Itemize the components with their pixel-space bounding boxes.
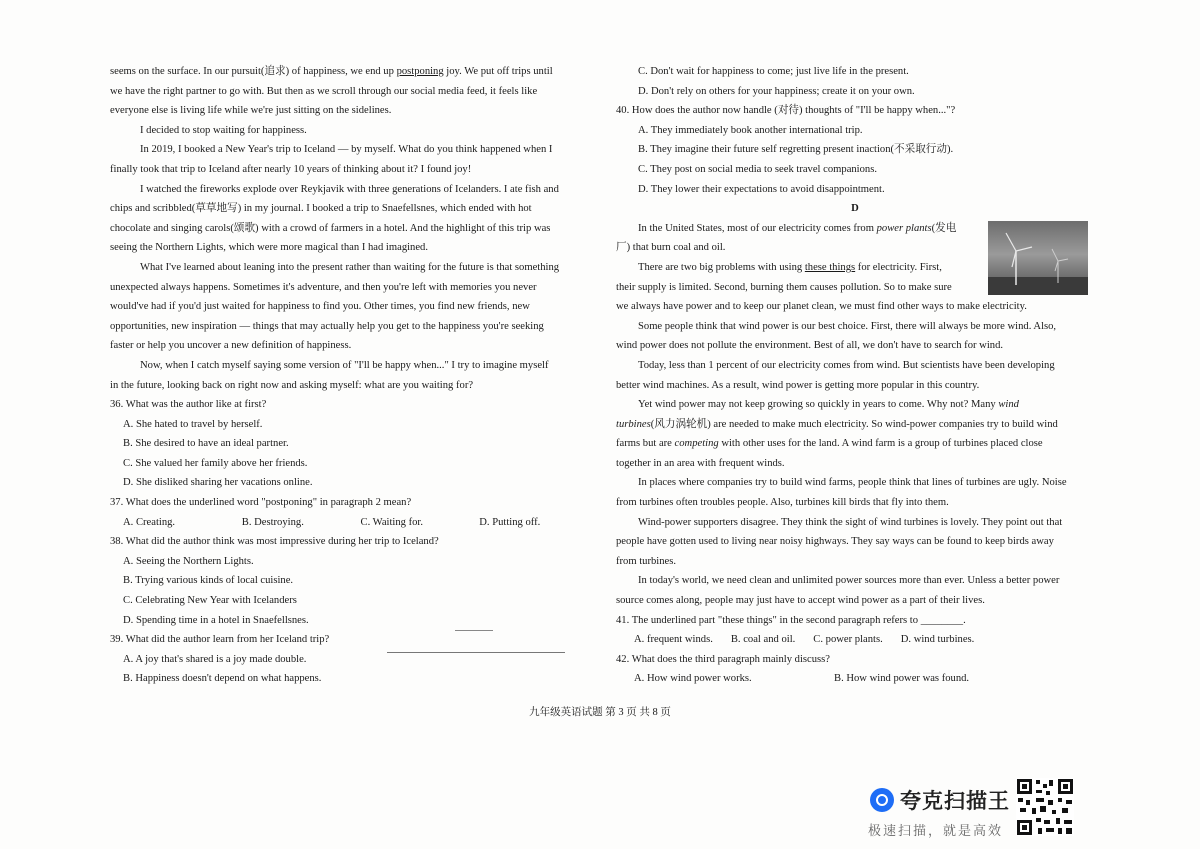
text-line: better wind machines. As a result, wind power is getting more popular in this country. xyxy=(616,379,980,391)
text-line: wind power does not pollute the environment. Best of all, we don't have to search for wind. xyxy=(616,340,1004,352)
text-line xyxy=(616,258,988,278)
text-line: Today, less than 1 percent of our electricity comes from wind. But scientists have been developing xyxy=(638,359,1055,371)
answer-option: C. power plants. xyxy=(813,634,883,646)
text-line: everyone else is living life while we're just sitting on the sidelines. xyxy=(110,105,392,117)
text-line: chocolate and singing carols(颂歌) with a crowd of farmers in a hotel. And the highlight of this trip was xyxy=(110,222,551,234)
wind-turbine-photo xyxy=(988,221,1088,295)
question-stem: 41. The underlined part "these things" in the second paragraph refers to ________. xyxy=(616,614,966,626)
scanner-brand xyxy=(870,785,1010,815)
answer-option: B. Happiness doesn't depend on what happens. xyxy=(123,673,322,685)
answer-option: C. They post on social media to seek travel companions. xyxy=(638,163,877,175)
brand-name: 夸克扫描王 xyxy=(900,789,1010,813)
answer-option: B. Trying various kinds of local cuisine. xyxy=(123,575,294,587)
text-span: farms but are xyxy=(616,438,675,450)
answer-option: C. Waiting for. xyxy=(360,516,424,528)
text-line: I decided to stop waiting for happiness. xyxy=(140,124,307,136)
right-column xyxy=(616,62,1094,689)
text-line: would've had if you'd just waited for happiness to find you. Other times, you find new friends, new xyxy=(110,301,530,313)
answer-option: D. They lower their expectations to avoid disappointment. xyxy=(638,183,885,195)
text-line: their supply is limited. Second, burning them causes pollution. So to make sure xyxy=(616,281,952,293)
text-span: (风力涡轮机) are needed to make much electricity. So wind-power companies try to build wind xyxy=(650,418,1058,430)
text-span: seems on the surface. In our pursuit(追求) of happiness, we end up xyxy=(110,66,397,77)
brand-slogan: 极速扫描，就是高效 xyxy=(868,824,1004,839)
text-line: we have the right partner to go with. But then as we scroll through our social media feed, it feels like xyxy=(110,85,538,97)
underlined-phrase: these things xyxy=(804,261,856,273)
text-line: seeing the Northern Lights, which were more magical than I had imagined. xyxy=(110,242,429,254)
text-span: Yet wind power may not keep growing so quickly in years to come. Why not? Many xyxy=(638,399,999,411)
qr-code-icon xyxy=(1016,778,1074,836)
text-line xyxy=(616,219,988,239)
answer-option: A. Seeing the Northern Lights. xyxy=(123,555,254,567)
text-line: Some people think that wind power is our best choice. First, there will always be more wind. Also, xyxy=(638,320,1057,332)
text-line: chips and scribbled(草草地写) in my journal. I booked a trip to Snaefellsnes, which ended with hot xyxy=(110,203,532,215)
text-line: Now, when I catch myself saying some version of "I'll be happy when..." I try to imagine myself xyxy=(140,359,549,371)
italic-term: power plants xyxy=(876,222,932,234)
answer-option: B. She desired to have an ideal partner. xyxy=(123,438,289,450)
answer-option: A. How wind power works. xyxy=(634,673,752,685)
answer-option: B. coal and oil. xyxy=(730,634,796,646)
text-line: In 2019, I booked a New Year's trip to Iceland — by myself. What do you think happened when I xyxy=(140,144,553,156)
answer-option: B. Destroying. xyxy=(241,516,304,528)
answer-option: A. They immediately book another international trip. xyxy=(638,124,863,136)
italic-term: competing xyxy=(674,438,719,450)
italic-term: turbines xyxy=(616,418,651,430)
text-line: In today's world, we need clean and unlimited power sources more than ever. Unless a better power xyxy=(638,575,1060,587)
scanner-logo-icon xyxy=(870,788,894,812)
answer-option: C. Don't wait for happiness to come; just live life in the present. xyxy=(638,66,909,77)
answer-option: C. Celebrating New Year with Icelanders xyxy=(123,595,297,607)
wind-turbine-icon xyxy=(988,221,1088,295)
text-line: finally took that trip to Iceland after nearly 10 years of thinking about it? I found joy! xyxy=(110,163,472,175)
question-stem: 36. What was the author like at first? xyxy=(110,399,267,411)
text-line xyxy=(616,395,1094,415)
answer-option: C. She valued her family above her friends. xyxy=(123,457,308,469)
question-stem: 37. What does the underlined word "postponing" in paragraph 2 mean? xyxy=(110,497,412,509)
text-line: source comes along, people may just have to accept wind power as a part of their lives. xyxy=(616,595,985,607)
text-line: in the future, looking back on right now and asking myself: what are you waiting for? xyxy=(110,379,474,391)
text-line: 厂) that burn coal and oil. xyxy=(616,242,726,254)
text-line: faster or help you uncover a new definition of happiness. xyxy=(110,340,352,352)
answer-option: D. wind turbines. xyxy=(900,634,975,646)
text-line: In places where companies try to build wind farms, people think that lines of turbines are ugly. Noise xyxy=(638,477,1067,489)
scan-artifact-line xyxy=(387,652,565,653)
text-line: from turbines often troubles people. Also, turbines kill birds that fly into them. xyxy=(616,497,949,509)
text-line: Wind-power supporters disagree. They think the sight of wind turbines is lovely. They point out that xyxy=(638,516,1063,528)
text-line xyxy=(616,434,1094,454)
section-heading: D xyxy=(851,203,859,215)
text-span: with other uses for the land. A wind farm is a group of turbines placed close xyxy=(718,438,1043,450)
answer-option: A. frequent winds. xyxy=(634,634,713,646)
text-line: together in an area with frequent winds. xyxy=(616,457,785,469)
text-line: from turbines. xyxy=(616,555,677,567)
answer-option: A. She hated to travel by herself. xyxy=(123,418,263,430)
text-line: unexpected always happens. Sometimes it's adventure, and then you're left with memories you never xyxy=(110,281,537,293)
answer-option: D. Don't rely on others for your happiness; create it on your own. xyxy=(638,85,915,97)
answer-options-row xyxy=(616,630,1094,650)
text-line: people have gotten used to living near noisy highways. They say ways can be found to keep birds away xyxy=(616,536,1054,548)
answer-options-row xyxy=(616,669,1094,689)
answer-option: D. She disliked sharing her vacations online. xyxy=(123,477,313,489)
underlined-word: postponing xyxy=(396,66,444,77)
text-line xyxy=(616,415,1094,435)
answer-option: B. They imagine their future self regretting present inaction(不采取行动). xyxy=(638,144,954,156)
text-span: (发电 xyxy=(931,222,957,234)
text-span: In the United States, most of our electricity comes from xyxy=(638,222,877,234)
answer-option: D. Putting off. xyxy=(479,516,541,528)
text-line: opportunities, new inspiration — things that may actually help you get to the happiness you're seeking xyxy=(110,320,544,332)
text-line: we always have power and to keep our planet clean, we must find other ways to make electricity. xyxy=(616,301,1027,313)
text-span: There are two big problems with using xyxy=(638,261,805,273)
text-span: joy. We put off trips until xyxy=(443,66,553,77)
answer-option: D. Spending time in a hotel in Snaefellsnes. xyxy=(123,614,309,626)
question-stem: 39. What did the author learn from her Iceland trip? xyxy=(110,634,330,646)
answer-options-row xyxy=(110,513,598,533)
answer-option: A. A joy that's shared is a joy made double. xyxy=(123,653,307,665)
page-footer: 九年级英语试题 第 3 页 共 8 页 xyxy=(529,707,671,718)
question-stem: 40. How does the author now handle (对待) thoughts of "I'll be happy when..."? xyxy=(616,105,956,117)
text-span: for electricity. First, xyxy=(855,261,942,273)
left-column xyxy=(110,62,598,689)
text-line xyxy=(110,62,598,82)
answer-option: A. Creating. xyxy=(123,516,176,528)
text-line: What I've learned about leaning into the present rather than waiting for the future is that something xyxy=(140,261,560,273)
answer-option: B. How wind power was found. xyxy=(834,673,970,685)
text-line: I watched the fireworks explode over Reykjavik with three generations of Icelanders. I ate fish and xyxy=(140,183,559,195)
question-stem: 38. What did the author think was most impressive during her trip to Iceland? xyxy=(110,536,439,548)
italic-term: wind xyxy=(998,399,1019,411)
question-stem: 42. What does the third paragraph mainly discuss? xyxy=(616,653,830,665)
scan-artifact-line xyxy=(455,630,493,631)
